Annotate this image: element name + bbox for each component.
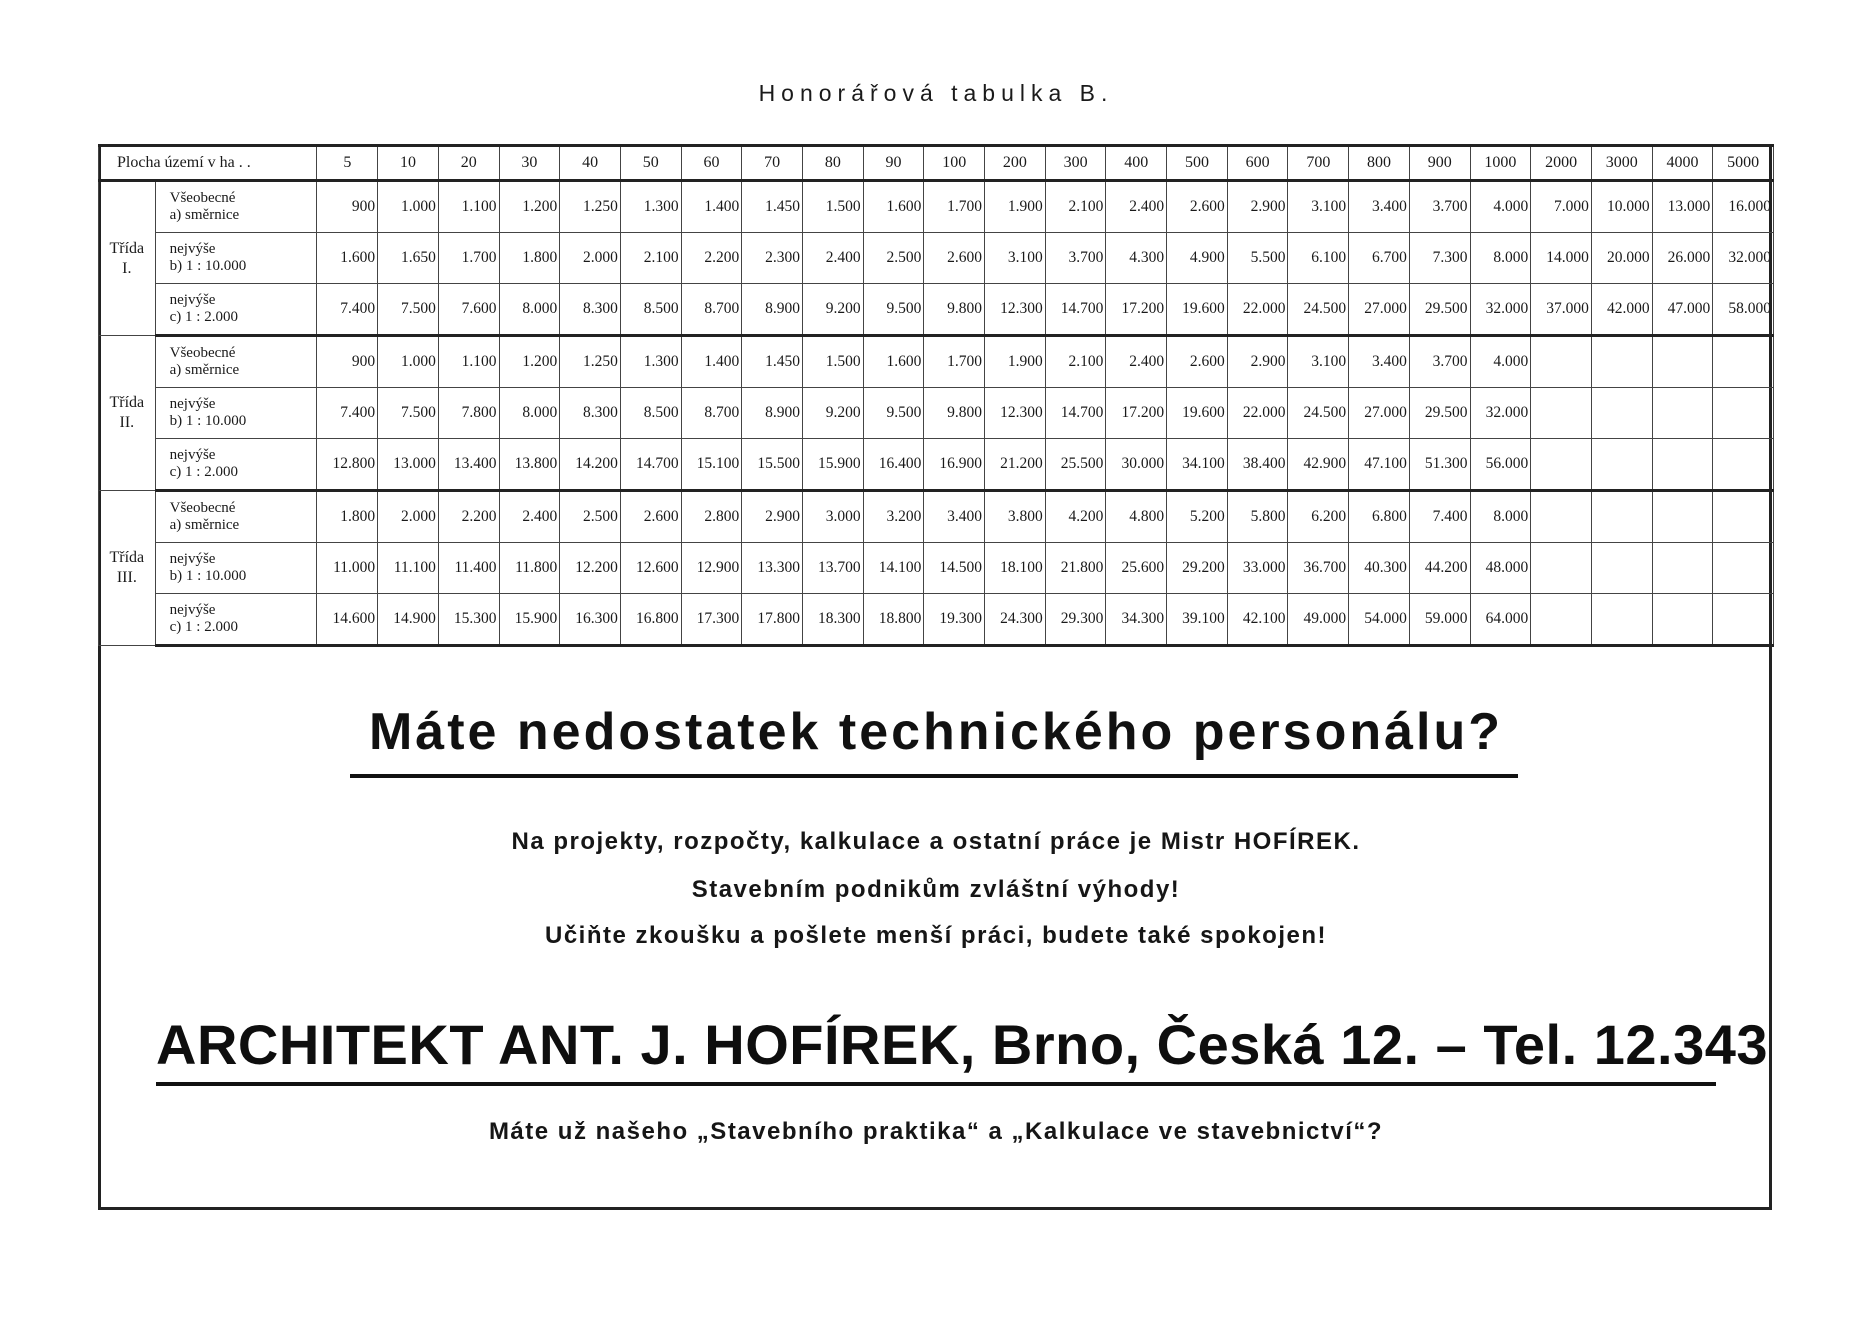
table-cell: 5.800 xyxy=(1227,491,1288,543)
column-header: 20 xyxy=(438,146,499,181)
table-cell: 42.100 xyxy=(1227,594,1288,646)
table-cell: 24.300 xyxy=(985,594,1046,646)
table-cell: 44.200 xyxy=(1409,543,1470,594)
table-cell: 8.900 xyxy=(742,388,803,439)
table-cell: 3.100 xyxy=(1288,336,1349,388)
table-cell: 32.000 xyxy=(1470,388,1531,439)
table-cell: 2.100 xyxy=(1045,181,1106,233)
row-label-line2: b) 1 : 10.000 xyxy=(169,568,247,584)
table-cell: 12.600 xyxy=(620,543,681,594)
table-cell: 64.000 xyxy=(1470,594,1531,646)
table-cell: 7.400 xyxy=(1409,491,1470,543)
table-cell: 32.000 xyxy=(1713,233,1774,284)
table-cell: 8.000 xyxy=(1470,491,1531,543)
table-row xyxy=(99,388,1774,439)
table-cell: 29.300 xyxy=(1045,594,1106,646)
table-cell xyxy=(1713,594,1774,646)
row-label-line1: nejvýše xyxy=(169,447,216,463)
table-cell: 3.100 xyxy=(1288,181,1349,233)
table-cell: 4.000 xyxy=(1470,181,1531,233)
table-cell: 34.100 xyxy=(1167,439,1228,491)
column-header: 30 xyxy=(499,146,560,181)
table-cell: 2.200 xyxy=(438,491,499,543)
table-cell: 2.000 xyxy=(560,233,621,284)
table-cell: 2.400 xyxy=(499,491,560,543)
table-cell: 42.000 xyxy=(1591,284,1652,336)
architect-underline xyxy=(156,1082,1716,1086)
table-cell xyxy=(1531,594,1592,646)
row-label xyxy=(155,439,317,491)
table-cell: 2.500 xyxy=(560,491,621,543)
table-cell: 17.200 xyxy=(1106,284,1167,336)
column-header: 800 xyxy=(1349,146,1410,181)
table-cell: 37.000 xyxy=(1531,284,1592,336)
table-cell: 6.100 xyxy=(1288,233,1349,284)
row-label xyxy=(155,388,317,439)
table-row xyxy=(99,336,1774,388)
table-cell: 9.800 xyxy=(924,284,985,336)
table-cell: 14.500 xyxy=(924,543,985,594)
row-label-line2: b) 1 : 10.000 xyxy=(169,413,247,429)
table-cell: 7.400 xyxy=(317,388,378,439)
class-label-number: III. xyxy=(116,569,137,586)
table-cell: 21.800 xyxy=(1045,543,1106,594)
architect-contact: ARCHITEKT ANT. J. HOFÍREK, Brno, Česká 12. – Tel. 12.343 xyxy=(156,1013,1768,1076)
page-title: Honorářová tabulka B. xyxy=(758,80,1114,106)
row-label xyxy=(155,543,317,594)
table-cell: 9.500 xyxy=(863,284,924,336)
table-cell: 1.800 xyxy=(317,491,378,543)
table-cell: 3.000 xyxy=(802,491,863,543)
table-cell: 1.700 xyxy=(438,233,499,284)
table-cell: 24.500 xyxy=(1288,284,1349,336)
table-cell: 3.700 xyxy=(1045,233,1106,284)
table-cell: 8.700 xyxy=(681,284,742,336)
table-cell: 1.650 xyxy=(378,233,439,284)
table-cell xyxy=(1652,594,1713,646)
column-header: 600 xyxy=(1227,146,1288,181)
row-label-line1: Všeobecné xyxy=(169,345,236,361)
table-cell: 17.800 xyxy=(742,594,803,646)
table-cell: 1.600 xyxy=(863,336,924,388)
table-cell: 1.250 xyxy=(560,181,621,233)
table-cell: 40.300 xyxy=(1349,543,1410,594)
class-label-number: II. xyxy=(119,414,135,431)
row-label-line2: c) 1 : 2.000 xyxy=(169,619,238,635)
column-header: 500 xyxy=(1167,146,1228,181)
table-cell: 2.400 xyxy=(802,233,863,284)
table-cell: 12.800 xyxy=(317,439,378,491)
table-cell: 1.600 xyxy=(317,233,378,284)
table-cell: 15.100 xyxy=(681,439,742,491)
table-cell: 29.500 xyxy=(1409,388,1470,439)
class-label-number: I. xyxy=(122,259,132,277)
table-cell xyxy=(1591,543,1652,594)
table-row xyxy=(99,181,1774,233)
table-header-row xyxy=(99,146,1774,181)
table-cell: 2.500 xyxy=(863,233,924,284)
row-label xyxy=(155,284,317,336)
table-cell: 56.000 xyxy=(1470,439,1531,491)
table-cell: 11.400 xyxy=(438,543,499,594)
table-cell: 2.100 xyxy=(620,233,681,284)
table-cell: 47.100 xyxy=(1349,439,1410,491)
table-cell xyxy=(1531,543,1592,594)
column-header: 400 xyxy=(1106,146,1167,181)
table-cell: 14.700 xyxy=(1045,388,1106,439)
row-label-line1: nejvýše xyxy=(169,292,216,308)
table-cell: 1.500 xyxy=(802,181,863,233)
table-cell: 14.100 xyxy=(863,543,924,594)
table-cell: 12.200 xyxy=(560,543,621,594)
table-cell: 11.100 xyxy=(378,543,439,594)
row-label-line2: a) směrnice xyxy=(169,207,240,223)
fee-table-body xyxy=(99,181,1774,646)
table-cell xyxy=(1652,491,1713,543)
table-cell xyxy=(1713,388,1774,439)
table-cell: 30.000 xyxy=(1106,439,1167,491)
table-cell: 1.700 xyxy=(924,336,985,388)
table-cell: 47.000 xyxy=(1652,284,1713,336)
table-cell: 19.600 xyxy=(1167,388,1228,439)
table-cell: 1.300 xyxy=(620,181,681,233)
table-cell: 25.500 xyxy=(1045,439,1106,491)
table-cell: 22.000 xyxy=(1227,284,1288,336)
table-cell: 13.300 xyxy=(742,543,803,594)
table-cell: 7.000 xyxy=(1531,181,1592,233)
table-cell: 13.000 xyxy=(1652,181,1713,233)
table-cell: 33.000 xyxy=(1227,543,1288,594)
table-cell xyxy=(1591,336,1652,388)
table-cell: 7.600 xyxy=(438,284,499,336)
fee-table xyxy=(98,144,1774,647)
table-cell: 36.700 xyxy=(1288,543,1349,594)
table-cell: 2.300 xyxy=(742,233,803,284)
row-label xyxy=(155,336,317,388)
table-cell: 58.000 xyxy=(1713,284,1774,336)
table-cell: 8.300 xyxy=(560,388,621,439)
table-cell: 49.000 xyxy=(1288,594,1349,646)
column-header: 10 xyxy=(378,146,439,181)
row-label-line2: a) směrnice xyxy=(169,517,240,533)
table-cell: 42.900 xyxy=(1288,439,1349,491)
table-cell: 26.000 xyxy=(1652,233,1713,284)
row-label-line2: a) směrnice xyxy=(169,362,240,378)
table-cell: 54.000 xyxy=(1349,594,1410,646)
table-cell: 5.500 xyxy=(1227,233,1288,284)
table-cell: 8.000 xyxy=(499,388,560,439)
table-row xyxy=(99,491,1774,543)
table-cell: 27.000 xyxy=(1349,388,1410,439)
table-cell xyxy=(1531,491,1592,543)
table-cell xyxy=(1652,336,1713,388)
table-cell xyxy=(1652,543,1713,594)
table-cell: 3.800 xyxy=(985,491,1046,543)
table-cell: 900 xyxy=(317,181,378,233)
table-cell: 3.400 xyxy=(1349,181,1410,233)
table-cell: 1.000 xyxy=(378,181,439,233)
table-cell: 59.000 xyxy=(1409,594,1470,646)
table-cell: 2.900 xyxy=(742,491,803,543)
table-cell: 3.700 xyxy=(1409,181,1470,233)
table-cell: 27.000 xyxy=(1349,284,1410,336)
table-cell xyxy=(1531,336,1592,388)
area-label: Plocha území v ha . . xyxy=(99,146,317,181)
table-cell: 13.700 xyxy=(802,543,863,594)
table-cell: 7.500 xyxy=(378,388,439,439)
row-label-line1: Všeobecné xyxy=(169,190,236,206)
table-cell: 18.800 xyxy=(863,594,924,646)
column-header: 70 xyxy=(742,146,803,181)
table-cell: 7.400 xyxy=(317,284,378,336)
table-cell: 6.800 xyxy=(1349,491,1410,543)
table-cell: 1.450 xyxy=(742,336,803,388)
column-header: 1000 xyxy=(1470,146,1531,181)
table-cell: 8.900 xyxy=(742,284,803,336)
table-cell: 1.450 xyxy=(742,181,803,233)
table-row xyxy=(99,594,1774,646)
table-cell: 2.900 xyxy=(1227,181,1288,233)
table-cell: 8.300 xyxy=(560,284,621,336)
table-cell: 4.900 xyxy=(1167,233,1228,284)
table-cell: 24.500 xyxy=(1288,388,1349,439)
table-cell: 16.800 xyxy=(620,594,681,646)
row-label-line2: b) 1 : 10.000 xyxy=(169,258,247,274)
column-header: 2000 xyxy=(1531,146,1592,181)
table-cell: 1.250 xyxy=(560,336,621,388)
table-cell: 9.800 xyxy=(924,388,985,439)
table-cell: 8.700 xyxy=(681,388,742,439)
table-cell: 14.600 xyxy=(317,594,378,646)
column-header: 300 xyxy=(1045,146,1106,181)
advert-line-3: Učiňte zkoušku a pošlete menší práci, budete také spokojen! xyxy=(544,922,1328,949)
table-cell: 9.200 xyxy=(802,284,863,336)
table-row xyxy=(99,233,1774,284)
table-cell: 48.000 xyxy=(1470,543,1531,594)
table-cell: 4.000 xyxy=(1470,336,1531,388)
table-cell: 3.400 xyxy=(924,491,985,543)
table-cell: 3.400 xyxy=(1349,336,1410,388)
table-cell: 6.700 xyxy=(1349,233,1410,284)
table-cell: 8.000 xyxy=(1470,233,1531,284)
headline-underline xyxy=(350,774,1518,778)
table-cell: 1.400 xyxy=(681,336,742,388)
table-cell: 32.000 xyxy=(1470,284,1531,336)
table-cell: 18.300 xyxy=(802,594,863,646)
column-header: 100 xyxy=(924,146,985,181)
table-cell: 8.500 xyxy=(620,388,681,439)
table-cell: 16.900 xyxy=(924,439,985,491)
table-cell: 25.600 xyxy=(1106,543,1167,594)
table-cell xyxy=(1591,388,1652,439)
table-cell: 9.200 xyxy=(802,388,863,439)
table-cell: 15.500 xyxy=(742,439,803,491)
table-cell: 1.100 xyxy=(438,336,499,388)
table-cell: 21.200 xyxy=(985,439,1046,491)
table-cell: 1.400 xyxy=(681,181,742,233)
table-cell: 2.600 xyxy=(924,233,985,284)
table-cell: 4.300 xyxy=(1106,233,1167,284)
table-cell: 2.200 xyxy=(681,233,742,284)
column-header: 80 xyxy=(802,146,863,181)
column-header: 60 xyxy=(681,146,742,181)
table-cell xyxy=(1713,543,1774,594)
table-cell: 14.900 xyxy=(378,594,439,646)
table-cell xyxy=(1531,388,1592,439)
table-cell: 14.000 xyxy=(1531,233,1592,284)
table-cell xyxy=(1652,439,1713,491)
table-cell: 11.800 xyxy=(499,543,560,594)
table-cell xyxy=(1591,594,1652,646)
advert-footer: Máte už našeho „Stavebního praktika“ a „Kalkulace ve stavebnictví“? xyxy=(488,1118,1384,1145)
advert-line-1: Na projekty, rozpočty, kalkulace a ostatní práce je Mistr HOFÍREK. xyxy=(511,828,1361,855)
column-header: 700 xyxy=(1288,146,1349,181)
table-cell: 10.000 xyxy=(1591,181,1652,233)
table-cell xyxy=(1713,491,1774,543)
table-cell: 11.000 xyxy=(317,543,378,594)
table-cell: 39.100 xyxy=(1167,594,1228,646)
table-cell: 1.300 xyxy=(620,336,681,388)
table-cell: 14.700 xyxy=(1045,284,1106,336)
table-cell: 3.700 xyxy=(1409,336,1470,388)
table-cell xyxy=(1713,336,1774,388)
table-cell: 9.500 xyxy=(863,388,924,439)
table-cell: 13.400 xyxy=(438,439,499,491)
column-header: 5000 xyxy=(1713,146,1774,181)
table-cell: 14.700 xyxy=(620,439,681,491)
table-cell: 1.800 xyxy=(499,233,560,284)
table-cell: 1.600 xyxy=(863,181,924,233)
table-cell xyxy=(1591,491,1652,543)
table-cell: 14.200 xyxy=(560,439,621,491)
table-cell: 2.400 xyxy=(1106,181,1167,233)
table-cell: 6.200 xyxy=(1288,491,1349,543)
table-cell: 8.000 xyxy=(499,284,560,336)
row-label-line1: nejvýše xyxy=(169,602,216,618)
class-label-top: Třída xyxy=(109,239,145,257)
table-cell: 1.000 xyxy=(378,336,439,388)
advert-line-2: Stavebním podnikům zvláštní výhody! xyxy=(691,876,1181,903)
table-cell: 2.000 xyxy=(378,491,439,543)
table-cell: 3.200 xyxy=(863,491,924,543)
table-cell: 13.800 xyxy=(499,439,560,491)
table-cell: 29.200 xyxy=(1167,543,1228,594)
class-label-top: Třída xyxy=(109,394,145,411)
table-cell: 13.000 xyxy=(378,439,439,491)
column-header: 50 xyxy=(620,146,681,181)
table-cell: 12.900 xyxy=(681,543,742,594)
table-cell: 1.100 xyxy=(438,181,499,233)
row-label-line1: nejvýše xyxy=(169,396,216,412)
table-cell: 12.300 xyxy=(985,388,1046,439)
row-label xyxy=(155,181,317,233)
column-header: 900 xyxy=(1409,146,1470,181)
table-cell xyxy=(1591,439,1652,491)
table-cell: 38.400 xyxy=(1227,439,1288,491)
table-cell: 1.200 xyxy=(499,336,560,388)
table-cell: 1.900 xyxy=(985,336,1046,388)
table-cell: 7.500 xyxy=(378,284,439,336)
row-label xyxy=(155,594,317,646)
row-label xyxy=(155,233,317,284)
table-cell: 7.800 xyxy=(438,388,499,439)
row-label-line2: c) 1 : 2.000 xyxy=(169,309,238,325)
column-header: 5 xyxy=(317,146,378,181)
table-cell: 15.900 xyxy=(802,439,863,491)
table-cell xyxy=(1652,388,1713,439)
table-cell: 4.200 xyxy=(1045,491,1106,543)
table-cell: 16.400 xyxy=(863,439,924,491)
table-cell: 1.900 xyxy=(985,181,1046,233)
table-cell xyxy=(1713,439,1774,491)
column-header: 90 xyxy=(863,146,924,181)
class-label-top: Třída xyxy=(109,549,145,566)
table-cell: 5.200 xyxy=(1167,491,1228,543)
table-cell: 19.600 xyxy=(1167,284,1228,336)
table-row xyxy=(99,543,1774,594)
table-cell: 29.500 xyxy=(1409,284,1470,336)
table-cell: 3.100 xyxy=(985,233,1046,284)
column-header: 200 xyxy=(985,146,1046,181)
class-label xyxy=(99,181,156,336)
table-cell: 1.700 xyxy=(924,181,985,233)
table-cell: 15.900 xyxy=(499,594,560,646)
table-cell: 51.300 xyxy=(1409,439,1470,491)
table-cell: 1.500 xyxy=(802,336,863,388)
class-label xyxy=(99,491,156,646)
table-cell: 2.900 xyxy=(1227,336,1288,388)
advert-headline: Máte nedostatek technického personálu? xyxy=(368,703,1504,761)
table-cell xyxy=(1531,439,1592,491)
table-cell: 20.000 xyxy=(1591,233,1652,284)
table-cell: 15.300 xyxy=(438,594,499,646)
table-cell: 18.100 xyxy=(985,543,1046,594)
table-cell: 22.000 xyxy=(1227,388,1288,439)
row-label-line1: nejvýše xyxy=(169,551,216,567)
row-label-line2: c) 1 : 2.000 xyxy=(169,464,238,480)
table-cell: 1.200 xyxy=(499,181,560,233)
table-cell: 17.200 xyxy=(1106,388,1167,439)
table-cell: 2.800 xyxy=(681,491,742,543)
table-cell: 17.300 xyxy=(681,594,742,646)
table-row xyxy=(99,439,1774,491)
class-label xyxy=(99,336,156,491)
table-cell: 16.300 xyxy=(560,594,621,646)
table-row xyxy=(99,284,1774,336)
column-header: 4000 xyxy=(1652,146,1713,181)
table-cell: 2.600 xyxy=(1167,181,1228,233)
table-cell: 2.600 xyxy=(620,491,681,543)
column-header: 3000 xyxy=(1591,146,1652,181)
table-cell: 7.300 xyxy=(1409,233,1470,284)
table-cell: 2.600 xyxy=(1167,336,1228,388)
table-cell: 4.800 xyxy=(1106,491,1167,543)
table-cell: 2.400 xyxy=(1106,336,1167,388)
table-cell: 2.100 xyxy=(1045,336,1106,388)
table-cell: 19.300 xyxy=(924,594,985,646)
table-cell: 900 xyxy=(317,336,378,388)
table-cell: 12.300 xyxy=(985,284,1046,336)
column-header: 40 xyxy=(560,146,621,181)
row-label-line1: Všeobecné xyxy=(169,500,236,516)
row-label-line1: nejvýše xyxy=(169,241,216,257)
table-cell: 34.300 xyxy=(1106,594,1167,646)
table-cell: 8.500 xyxy=(620,284,681,336)
row-label xyxy=(155,491,317,543)
table-cell: 16.000 xyxy=(1713,181,1774,233)
